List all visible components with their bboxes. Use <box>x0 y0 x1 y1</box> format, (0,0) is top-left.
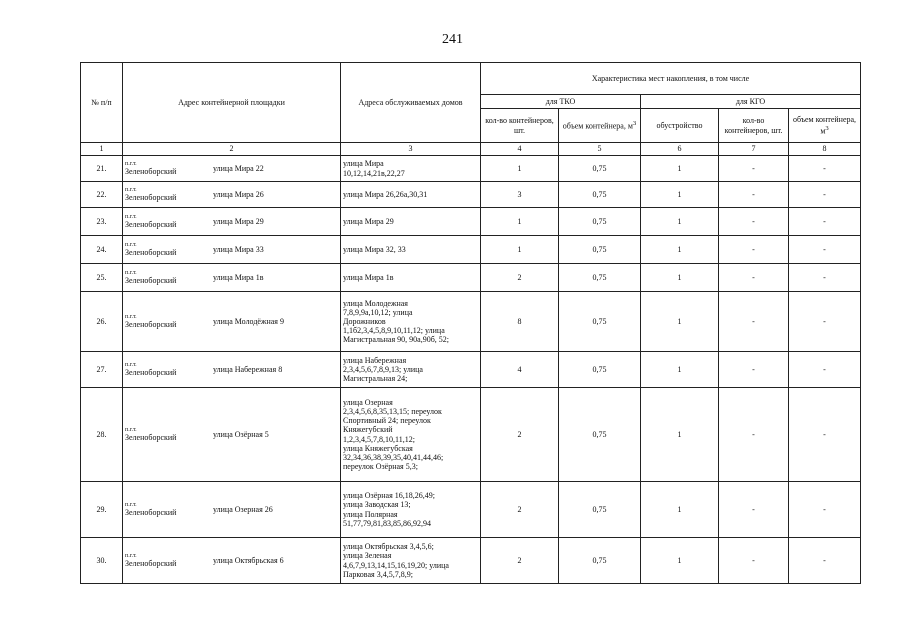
site-address <box>123 208 341 236</box>
header-tko-volume: объем контейнера, $м^3$ <box>559 109 641 143</box>
tko-container-count: 1 <box>481 208 559 236</box>
kgo-container-volume: - <box>789 388 861 482</box>
tko-container-count: 2 <box>481 388 559 482</box>
settlement-name: Зеленоборский <box>125 248 177 258</box>
kgo-arrangement: 1 <box>641 352 719 388</box>
column-number: 1 <box>81 143 123 156</box>
served-houses: улица Мира 32, 33 <box>341 236 481 264</box>
header-served-addresses: Адреса обслуживаемых домов <box>341 63 481 143</box>
settlement <box>125 187 213 203</box>
served-houses: улица Мира 1в <box>341 264 481 292</box>
settlement-type: п.г.т. <box>125 213 137 220</box>
site-street: улица Мира 26 <box>213 189 264 199</box>
table-row <box>81 264 861 292</box>
settlement-type: п.г.т. <box>125 361 137 368</box>
settlement-name: Зеленоборский <box>125 433 177 443</box>
kgo-container-count: - <box>719 482 789 538</box>
tko-container-volume: 0,75 <box>559 156 641 182</box>
settlement-name: Зеленоборский <box>125 193 177 203</box>
site-address <box>123 482 341 538</box>
header-tko: для ТКО <box>481 95 641 109</box>
table-row <box>81 236 861 264</box>
settlement <box>125 553 213 569</box>
table-row <box>81 538 861 584</box>
row-number: 28. <box>81 388 123 482</box>
site-address <box>123 156 341 182</box>
column-number: 2 <box>123 143 341 156</box>
page-number: 241 <box>442 32 463 47</box>
kgo-container-volume: - <box>789 236 861 264</box>
tko-container-volume: 0,75 <box>559 482 641 538</box>
settlement-type: п.г.т. <box>125 313 137 320</box>
tko-container-count: 4 <box>481 352 559 388</box>
column-number: 3 <box>341 143 481 156</box>
served-houses: улица Мира 29 <box>341 208 481 236</box>
table-row <box>81 208 861 236</box>
table-row <box>81 482 861 538</box>
settlement-name: Зеленоборский <box>125 508 177 518</box>
kgo-arrangement: 1 <box>641 388 719 482</box>
row-number: 29. <box>81 482 123 538</box>
header-kgo-arrangement: обустройство <box>641 109 719 143</box>
kgo-container-count: - <box>719 388 789 482</box>
settlement-type: п.г.т. <box>125 426 137 433</box>
site-street: улица Мира 33 <box>213 244 264 254</box>
tko-container-count: 1 <box>481 236 559 264</box>
site-address <box>123 264 341 292</box>
kgo-container-count: - <box>719 236 789 264</box>
row-number: 25. <box>81 264 123 292</box>
site-street: улица Мира 1в <box>213 272 264 282</box>
header-kgo-volume: объем контейнера, $м^3$ <box>789 109 861 143</box>
site-street: улица Озёрная 5 <box>213 429 269 439</box>
table-row <box>81 182 861 208</box>
row-number: 22. <box>81 182 123 208</box>
served-houses: улица Озерная 2,3,4,5,6,8,35,13,15; переулок Спортивный 24; переулок Княжегубский 1,2,3,4,5,7,8,10,11,12; улица Княжегубская 32,34,36,38,39,35,40,41,44,46; переулок Озёрная 5,3; <box>341 388 481 482</box>
settlement-name: Зеленоборский <box>125 167 177 177</box>
settlement-type: п.г.т. <box>125 269 137 276</box>
kgo-arrangement: 1 <box>641 182 719 208</box>
kgo-arrangement: 1 <box>641 156 719 182</box>
settlement-name: Зеленоборский <box>125 368 177 378</box>
settlement <box>125 242 213 258</box>
kgo-arrangement: 1 <box>641 482 719 538</box>
served-houses: улица Мира 26,26а,30,31 <box>341 182 481 208</box>
tko-container-volume: 0,75 <box>559 388 641 482</box>
site-address <box>123 538 341 584</box>
kgo-arrangement: 1 <box>641 208 719 236</box>
container-sites-table <box>80 62 861 584</box>
row-number: 21. <box>81 156 123 182</box>
kgo-container-volume: - <box>789 482 861 538</box>
header-kgo-count: кол-во контейнеров, шт. <box>719 109 789 143</box>
kgo-container-volume: - <box>789 264 861 292</box>
settlement <box>125 362 213 378</box>
site-address <box>123 236 341 264</box>
kgo-container-count: - <box>719 208 789 236</box>
site-address <box>123 292 341 352</box>
settlement-name: Зеленоборский <box>125 559 177 569</box>
settlement-type: п.г.т. <box>125 552 137 559</box>
column-number: 4 <box>481 143 559 156</box>
settlement <box>125 270 213 286</box>
row-number: 23. <box>81 208 123 236</box>
settlement-type: п.г.т. <box>125 241 137 248</box>
served-houses: улица Молодежная 7,8,9,9а,10,12; улица Дорожников 1,1б2,3,4,5,8,9,10,11,12; улица Магистральная 90, 90а,90б, 52; <box>341 292 481 352</box>
settlement-name: Зеленоборский <box>125 220 177 230</box>
column-number: 5 <box>559 143 641 156</box>
kgo-container-count: - <box>719 264 789 292</box>
kgo-container-volume: - <box>789 156 861 182</box>
column-numbers-row <box>81 143 861 156</box>
settlement-type: п.г.т. <box>125 160 137 167</box>
served-houses: улица Мира 10,12,14,21в,22,27 <box>341 156 481 182</box>
tko-container-volume: 0,75 <box>559 264 641 292</box>
settlement <box>125 427 213 443</box>
column-number: 7 <box>719 143 789 156</box>
row-number: 26. <box>81 292 123 352</box>
served-houses: улица Набережная 2,3,4,5,6,7,8,9,13; улица Магистральная 24; <box>341 352 481 388</box>
row-number: 30. <box>81 538 123 584</box>
site-street: улица Озерная 26 <box>213 504 273 514</box>
site-street: улица Октябрьская 6 <box>213 555 284 565</box>
tko-container-count: 8 <box>481 292 559 352</box>
tko-container-volume: 0,75 <box>559 352 641 388</box>
kgo-arrangement: 1 <box>641 264 719 292</box>
column-number: 6 <box>641 143 719 156</box>
table-row <box>81 352 861 388</box>
table-row <box>81 388 861 482</box>
row-number: 24. <box>81 236 123 264</box>
settlement-type: п.г.т. <box>125 186 137 193</box>
header-kgo: для КГО <box>641 95 861 109</box>
kgo-arrangement: 1 <box>641 292 719 352</box>
tko-container-volume: 0,75 <box>559 208 641 236</box>
kgo-container-volume: - <box>789 352 861 388</box>
site-street: улица Мира 22 <box>213 163 264 173</box>
kgo-container-count: - <box>719 156 789 182</box>
site-street: улица Набережная 8 <box>213 364 283 374</box>
kgo-arrangement: 1 <box>641 538 719 584</box>
kgo-container-count: - <box>719 538 789 584</box>
table-row <box>81 292 861 352</box>
settlement <box>125 502 213 518</box>
tko-container-count: 2 <box>481 264 559 292</box>
kgo-container-volume: - <box>789 208 861 236</box>
settlement-name: Зеленоборский <box>125 276 177 286</box>
tko-container-volume: 0,75 <box>559 182 641 208</box>
row-number: 27. <box>81 352 123 388</box>
tko-container-count: 3 <box>481 182 559 208</box>
settlement <box>125 161 213 177</box>
served-houses: улица Озёрная 16,18,26,49; улица Заводская 13; улица Полярная 51,77,79,81,83,85,86,92,94 <box>341 482 481 538</box>
kgo-container-count: - <box>719 352 789 388</box>
kgo-container-count: - <box>719 182 789 208</box>
settlement <box>125 314 213 330</box>
tko-container-count: 1 <box>481 156 559 182</box>
site-street: улица Молодёжная 9 <box>213 316 284 326</box>
kgo-arrangement: 1 <box>641 236 719 264</box>
header-characteristics: Характеристика мест накопления, в том числе <box>481 63 861 95</box>
settlement-type: п.г.т. <box>125 501 137 508</box>
served-houses: улица Октябрьская 3,4,5,6; улица Зеленая 4,6,7,9,13,14,15,16,19,20; улица Парковая 3,4,5,7,8,9; <box>341 538 481 584</box>
settlement <box>125 214 213 230</box>
site-address <box>123 388 341 482</box>
tko-container-count: 2 <box>481 538 559 584</box>
kgo-container-count: - <box>719 292 789 352</box>
site-street: улица Мира 29 <box>213 216 264 226</box>
header-tko-count: кол-во контейнеров, шт. <box>481 109 559 143</box>
tko-container-volume: 0,75 <box>559 538 641 584</box>
settlement-name: Зеленоборский <box>125 320 177 330</box>
site-address <box>123 182 341 208</box>
kgo-container-volume: - <box>789 292 861 352</box>
table-row <box>81 156 861 182</box>
column-number: 8 <box>789 143 861 156</box>
site-address <box>123 352 341 388</box>
tko-container-count: 2 <box>481 482 559 538</box>
tko-container-volume: 0,75 <box>559 292 641 352</box>
header-no: № п/п <box>81 63 123 143</box>
header-site-address: Адрес контейнерной площадки <box>123 63 341 143</box>
kgo-container-volume: - <box>789 182 861 208</box>
kgo-container-volume: - <box>789 538 861 584</box>
tko-container-volume: 0,75 <box>559 236 641 264</box>
